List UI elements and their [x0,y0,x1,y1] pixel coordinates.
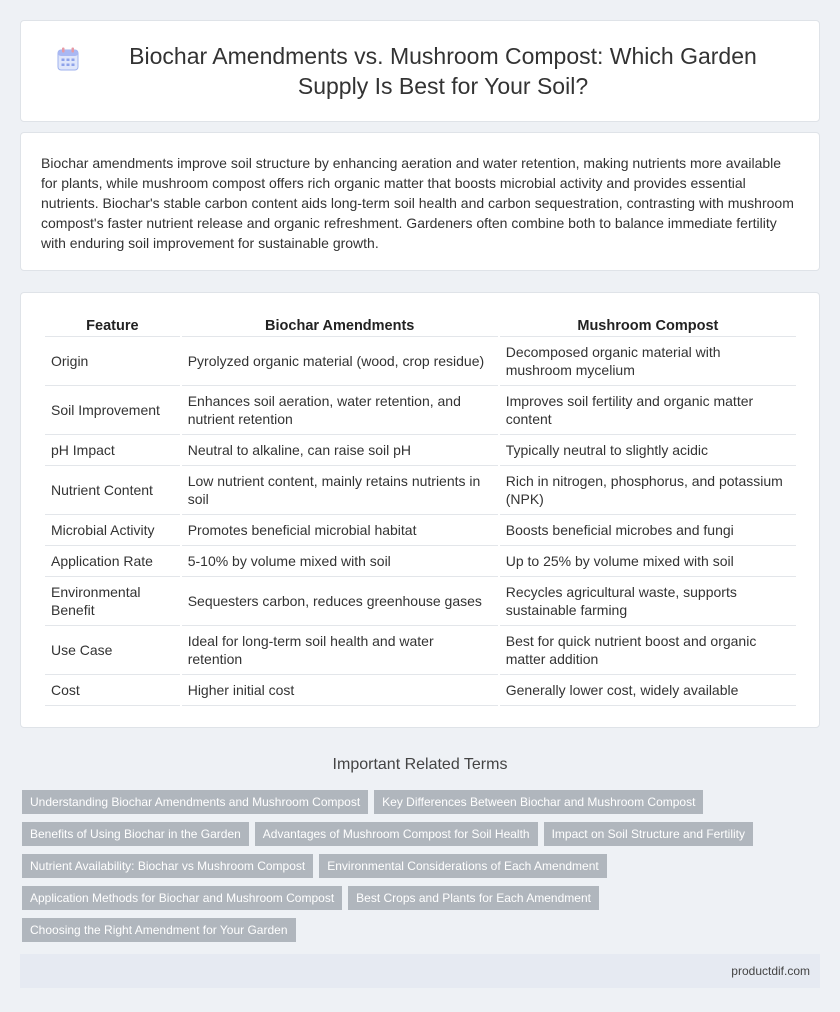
footer [20,954,820,988]
related-term-tag[interactable]: Impact on Soil Structure and Fertility [544,822,753,846]
feature-cell: Application Rate [45,546,180,577]
table-row [45,515,796,546]
biochar-cell: Ideal for long-term soil health and water retention [182,626,498,675]
related-term-tag[interactable]: Best Crops and Plants for Each Amendment [348,886,599,910]
mushroom-compost-cell: Rich in nitrogen, phosphorus, and potassium (NPK) [500,466,796,515]
page-title: Biochar Amendments vs. Mushroom Compost: Which Garden Supply Is Best for Your Soil? [129,43,757,99]
footer-site-link[interactable]: productdif.com [731,964,810,978]
mushroom-compost-cell: Improves soil fertility and organic matter content [500,386,796,435]
related-term-tag[interactable]: Benefits of Using Biochar in the Garden [22,822,249,846]
biochar-cell: 5-10% by volume mixed with soil [182,546,498,577]
feature-cell: Cost [45,675,180,706]
related-term-tag[interactable]: Key Differences Between Biochar and Mushroom Compost [374,790,703,814]
feature-cell: Soil Improvement [45,386,180,435]
biochar-cell: Promotes beneficial microbial habitat [182,515,498,546]
mushroom-compost-cell: Best for quick nutrient boost and organic matter addition [500,626,796,675]
related-terms-list [22,790,822,950]
feature-cell: Environmental Benefit [45,577,180,626]
biochar-cell: Sequesters carbon, reduces greenhouse gases [182,577,498,626]
mushroom-compost-cell: Typically neutral to slightly acidic [500,435,796,466]
biochar-cell: Higher initial cost [182,675,498,706]
mushroom-compost-cell: Recycles agricultural waste, supports sustainable farming [500,577,796,626]
column-header-feature: Feature [45,313,180,337]
table-row [45,675,796,706]
feature-cell: Nutrient Content [45,466,180,515]
related-term-tag[interactable]: Environmental Considerations of Each Amendment [319,854,606,878]
feature-cell: Use Case [45,626,180,675]
feature-cell: Origin [45,337,180,386]
related-term-tag[interactable]: Nutrient Availability: Biochar vs Mushroom Compost [22,854,313,878]
table-row [45,435,796,466]
comparison-table [43,313,798,706]
column-header-biochar: Biochar Amendments [182,313,498,337]
biochar-cell: Low nutrient content, mainly retains nutrients in soil [182,466,498,515]
intro-paragraph: Biochar amendments improve soil structure by enhancing aeration and water retention, making nutrients more available for plants, while mushroom compost offers rich organic matter that boosts microbial activity and provides essential nutrients. Biochar's stable carbon content aids long-term soil health and carbon sequestration, contrasting with mushroom compost's faster nutrient release and organic refreshment. Gardeners often combine both to balance immediate fertility with enduring soil improvement for sustainable growth. [41,155,794,251]
column-header-mushroom-compost: Mushroom Compost [500,313,796,337]
table-row [45,577,796,626]
related-terms-heading: Important Related Terms [332,756,508,773]
feature-cell: pH Impact [45,435,180,466]
biochar-cell: Pyrolyzed organic material (wood, crop residue) [182,337,498,386]
related-term-tag[interactable]: Choosing the Right Amendment for Your Garden [22,918,296,942]
calendar-icon [57,47,79,71]
related-term-tag[interactable]: Application Methods for Biochar and Mushroom Compost [22,886,342,910]
table-row [45,386,796,435]
title-card [20,20,820,122]
feature-cell: Microbial Activity [45,515,180,546]
table-row [45,466,796,515]
table-row [45,337,796,386]
table-row [45,546,796,577]
biochar-cell: Enhances soil aeration, water retention, and nutrient retention [182,386,498,435]
mushroom-compost-cell: Decomposed organic material with mushroom mycelium [500,337,796,386]
mushroom-compost-cell: Up to 25% by volume mixed with soil [500,546,796,577]
mushroom-compost-cell: Generally lower cost, widely available [500,675,796,706]
related-term-tag[interactable]: Advantages of Mushroom Compost for Soil Health [255,822,538,846]
mushroom-compost-cell: Boosts beneficial microbes and fungi [500,515,796,546]
related-term-tag[interactable]: Understanding Biochar Amendments and Mushroom Compost [22,790,368,814]
biochar-cell: Neutral to alkaline, can raise soil pH [182,435,498,466]
table-row [45,626,796,675]
table-header-row [45,313,796,337]
comparison-card [20,292,820,728]
intro-card [20,132,820,271]
